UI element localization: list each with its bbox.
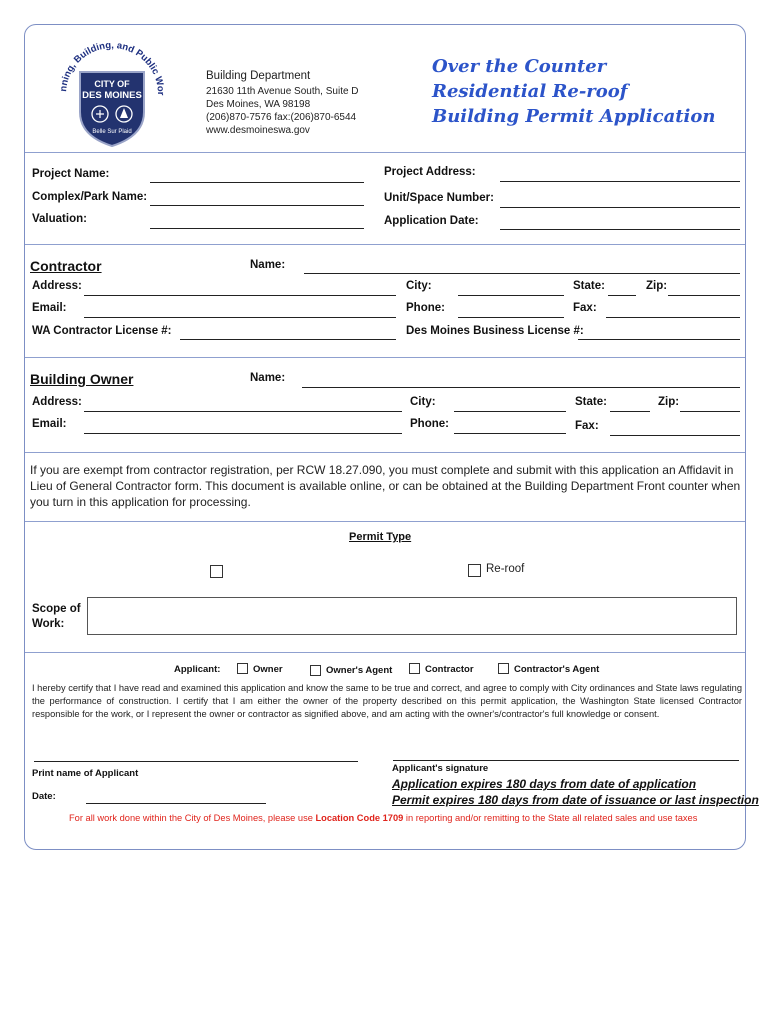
unit-space-label: Unit/Space Number: bbox=[384, 192, 494, 204]
owner-city-label: City: bbox=[410, 396, 436, 408]
contractor-email-label: Email: bbox=[32, 302, 67, 314]
address-line: 21630 11th Avenue South, Suite D bbox=[206, 86, 359, 97]
project-address-field[interactable] bbox=[500, 181, 740, 182]
certification-text: I hereby certify that I have read and examined this application and know the same to be true and correct, and agree to comply with City ordinances and State laws regulating the performance of construction. I certify that I am either the owner of the property described on this permit application, the Washington State licensed Contractor responsible for the work, or I represent the owner or contractor as signified above, and am acting with the owner's/contractor's full knowledge or consent. bbox=[32, 683, 742, 719]
application-date-field[interactable] bbox=[500, 229, 740, 230]
owner-fax-field[interactable] bbox=[610, 435, 740, 436]
complex-park-field[interactable] bbox=[150, 205, 364, 206]
print-name-field[interactable] bbox=[34, 761, 358, 762]
contractor-phone-label: Phone: bbox=[406, 302, 445, 314]
contractor-city-field[interactable] bbox=[458, 295, 564, 296]
applicant-contractors-agent-label: Contractor's Agent bbox=[514, 664, 600, 675]
divider bbox=[25, 244, 745, 245]
scope-label-line: Scope of bbox=[32, 603, 81, 615]
logo-line1: CITY OF bbox=[94, 79, 130, 89]
contractor-address-label: Address: bbox=[32, 280, 82, 292]
contractor-phone-field[interactable] bbox=[458, 317, 564, 318]
unit-space-field[interactable] bbox=[500, 207, 740, 208]
owner-email-field[interactable] bbox=[84, 433, 402, 434]
title-line: Building Permit Application bbox=[432, 106, 716, 127]
applicant-contractor-label: Contractor bbox=[425, 664, 474, 675]
applicant-owner-checkbox[interactable] bbox=[237, 663, 248, 674]
owner-phone-label: Phone: bbox=[410, 418, 449, 430]
print-name-label: Print name of Applicant bbox=[32, 768, 139, 779]
signature-field[interactable] bbox=[393, 760, 739, 761]
valuation-label: Valuation: bbox=[32, 213, 87, 225]
divider bbox=[25, 652, 745, 653]
scope-label-line: Work: bbox=[32, 618, 65, 630]
department-name: Building Department bbox=[206, 70, 311, 82]
application-date-label: Application Date: bbox=[384, 215, 479, 227]
department-address bbox=[206, 85, 359, 137]
divider bbox=[25, 357, 745, 358]
contractor-zip-field[interactable] bbox=[668, 295, 740, 296]
scope-of-work-label bbox=[32, 602, 81, 632]
owner-email-label: Email: bbox=[32, 418, 67, 430]
applicant-contractor-checkbox[interactable] bbox=[409, 663, 420, 674]
applicant-owner-label: Owner bbox=[253, 664, 283, 675]
project-name-field[interactable] bbox=[150, 182, 364, 183]
owner-name-label: Name: bbox=[250, 372, 286, 384]
owner-state-field[interactable] bbox=[610, 411, 650, 412]
form-title bbox=[432, 54, 715, 129]
contractor-name-label: Name: bbox=[250, 259, 286, 271]
title-line: Residential Re-roof bbox=[432, 81, 628, 102]
location-code: Location Code 1709 bbox=[315, 813, 404, 823]
permit-expiry-note: Permit expires 180 days from date of issuance or last inspection bbox=[392, 793, 759, 807]
contractor-fax-label: Fax: bbox=[573, 302, 597, 314]
city-logo bbox=[52, 32, 172, 152]
owner-address-label: Address: bbox=[32, 396, 82, 408]
owner-zip-field[interactable] bbox=[680, 411, 740, 412]
date-field[interactable] bbox=[86, 803, 266, 804]
logo-motto: Belle Sur Plaid bbox=[92, 129, 132, 135]
owner-address-field[interactable] bbox=[84, 411, 402, 412]
phone-fax-line: (206)870-7576 fax:(206)870-6544 bbox=[206, 112, 357, 123]
signature-label: Applicant's signature bbox=[392, 763, 489, 774]
contractor-zip-label: Zip: bbox=[646, 280, 668, 292]
wa-license-label: WA Contractor License #: bbox=[32, 325, 172, 337]
exempt-notice: If you are exempt from contractor registration, per RCW 18.27.090, you must complete and submit with this application an Affidavit in Lieu of General Contractor form. This document is available online, or can be obtained at the Building Department Front counter when you turn in this application for processing. bbox=[30, 463, 741, 509]
website-line: www.desmoineswa.gov bbox=[206, 125, 310, 136]
address-line: Des Moines, WA 98198 bbox=[206, 99, 311, 110]
contractor-heading: Contractor bbox=[30, 258, 102, 274]
location-code-notice bbox=[69, 813, 697, 823]
contractor-name-field[interactable] bbox=[304, 273, 740, 274]
application-expiry-note: Application expires 180 days from date of application bbox=[392, 777, 697, 791]
applicant-label: Applicant: bbox=[174, 664, 221, 675]
owner-city-field[interactable] bbox=[454, 411, 566, 412]
contractor-fax-field[interactable] bbox=[606, 317, 740, 318]
wa-license-field[interactable] bbox=[180, 339, 396, 340]
owner-name-field[interactable] bbox=[302, 387, 740, 388]
applicant-contractors-agent-checkbox[interactable] bbox=[498, 663, 509, 674]
footer-text-pre: For all work done within the City of Des Moines, please use bbox=[69, 813, 316, 823]
logo-line2: DES MOINES bbox=[82, 90, 142, 101]
dm-license-field[interactable] bbox=[578, 339, 740, 340]
date-label: Date: bbox=[32, 791, 56, 802]
contractor-city-label: City: bbox=[406, 280, 432, 292]
project-address-label: Project Address: bbox=[384, 166, 476, 178]
owner-zip-label: Zip: bbox=[658, 396, 680, 408]
permit-type-heading: Permit Type bbox=[349, 531, 412, 543]
project-name-label: Project Name: bbox=[32, 168, 110, 180]
scope-of-work-field[interactable] bbox=[87, 597, 737, 635]
owner-heading: Building Owner bbox=[30, 371, 134, 387]
owner-fax-label: Fax: bbox=[575, 420, 599, 432]
contractor-email-field[interactable] bbox=[84, 317, 396, 318]
dm-license-label: Des Moines Business License #: bbox=[406, 325, 584, 337]
divider bbox=[25, 152, 745, 153]
divider bbox=[25, 521, 745, 522]
valuation-field[interactable] bbox=[150, 228, 364, 229]
divider bbox=[25, 452, 745, 453]
contractor-state-field[interactable] bbox=[608, 295, 636, 296]
contractor-state-label: State: bbox=[573, 280, 605, 292]
applicant-owners-agent-label: Owner's Agent bbox=[326, 665, 393, 676]
title-line: Over the Counter bbox=[432, 56, 607, 77]
permit-reroof-label: Re-roof bbox=[486, 563, 525, 575]
complex-park-label: Complex/Park Name: bbox=[32, 191, 148, 203]
owner-state-label: State: bbox=[575, 396, 607, 408]
footer-text-post: in reporting and/or remitting to the State all related sales and use taxes bbox=[403, 813, 698, 823]
applicant-owners-agent-checkbox[interactable] bbox=[310, 665, 321, 676]
owner-phone-field[interactable] bbox=[454, 433, 566, 434]
permit-blank-checkbox[interactable] bbox=[210, 565, 223, 578]
contractor-address-field[interactable] bbox=[84, 295, 396, 296]
logo-arc-text: nning, Building, and Public Wor bbox=[58, 39, 167, 96]
permit-reroof-checkbox[interactable] bbox=[468, 564, 481, 577]
